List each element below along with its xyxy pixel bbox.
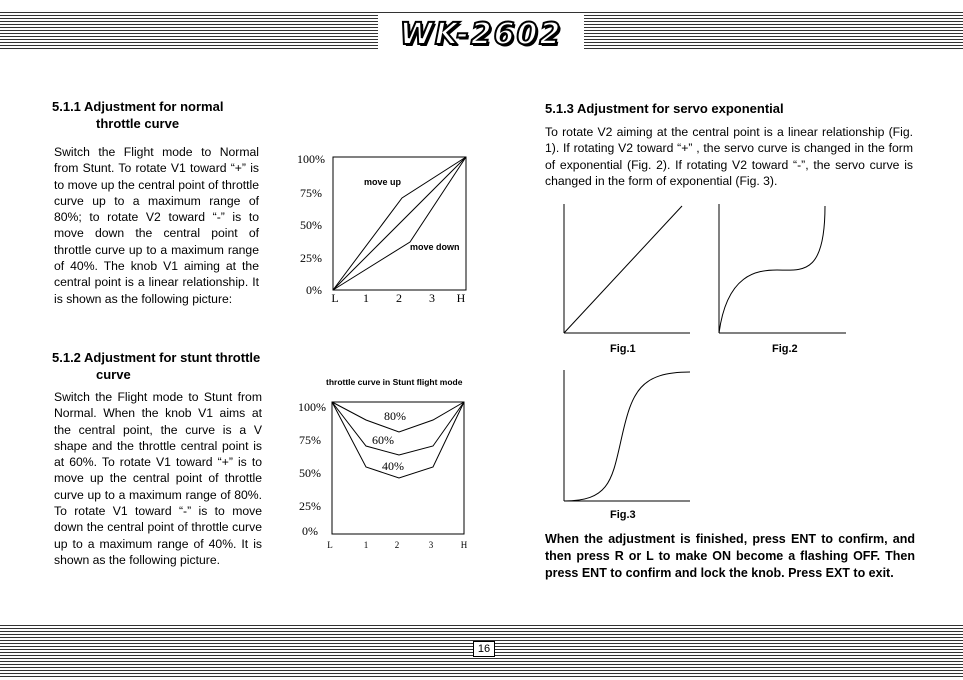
graph2-x-label: 2 — [394, 540, 400, 550]
graph2-x-label: 1 — [363, 540, 369, 550]
graph2-curve-label: 60% — [372, 433, 394, 447]
graph1-move-down-label: move down — [410, 242, 460, 252]
graph1-x-label: L — [331, 291, 339, 305]
graph1-x-label: H — [456, 291, 466, 305]
fig3-caption: Fig.3 — [610, 509, 636, 521]
fig3-exponential-graph — [562, 370, 694, 504]
fig2-exponential-graph — [717, 204, 849, 336]
section-511-body: Switch the Flight mode to Normal from Stunt. To rotate V1 toward “+” is to move up the central point of throttle curve up to a maximum range of 80%; to rotate V2 toward “-” is to move down the central point of throttle curve up to a maximum range of 40%. The knob V1 aiming at the central point is a linear relationship. It is shown as the following picture: — [54, 145, 259, 306]
section-512-heading-line1: 5.1.2 Adjustment for stunt throttle — [52, 350, 261, 365]
brand-text: WK-2602 — [399, 16, 563, 52]
fig2-curve — [719, 206, 825, 333]
graph2-x-label: 3 — [428, 540, 434, 550]
graph2-x-label: L — [327, 540, 333, 550]
fig3-curve — [564, 372, 690, 501]
fig1-linear-curve — [564, 206, 682, 333]
section-511-heading-line2: throttle curve — [96, 116, 180, 131]
graph1-y-label: 75% — [300, 186, 322, 200]
section-512-body: Switch the Flight mode to Stunt from Normal. When the knob V1 aims at the central point, the curve is a V shape and the throttle central point is at 60%. To rotate V1 toward “+” is to move up the central point of throttle curve up to a maximum range of 80%. To rotate V1 toward “-” is to move down the central point of throttle curve up to a maximum range of 40%. It is shown as the following picture. — [54, 390, 262, 567]
fig1-linear-graph — [562, 204, 692, 336]
graph2-curve-label: 80% — [384, 409, 406, 423]
section-512-heading-line2: curve — [96, 367, 131, 382]
graph1-x-label: 2 — [396, 291, 402, 305]
graph1-y-label: 100% — [297, 152, 325, 166]
section-513-body: To rotate V2 aiming at the central point is a linear relationship (Fig. 1). If rotating V2 toward “+” , the servo curve is changed in the form of exponential (Fig. 2). If rotating V2 toward “-”, the servo curve is changed in the form of exponential (Fig. 3). — [545, 125, 913, 188]
graph2-curve-label: 40% — [382, 459, 404, 473]
page-number: 16 — [473, 641, 495, 657]
graph2-y-label: 50% — [299, 466, 321, 480]
graph1-y-label: 50% — [300, 218, 322, 232]
section-511-heading-line1: 5.1.1 Adjustment for normal — [52, 99, 224, 114]
fig2-caption: Fig.2 — [772, 343, 798, 355]
graph2-y-label: 0% — [302, 524, 318, 538]
fig1-caption: Fig.1 — [610, 343, 636, 355]
section-512-heading — [52, 349, 267, 383]
graph2-y-label: 25% — [299, 499, 321, 513]
graph2-x-label: H — [460, 540, 468, 550]
section-513-heading: 5.1.3 Adjustment for servo exponential — [545, 101, 784, 116]
stunt-throttle-graph — [290, 392, 490, 557]
closing-instructions: When the adjustment is finished, press ENT to confirm, and then press R or L to make ON become a flashing OFF. Then press ENT to confirm and lock the knob. Press EXT to exit. — [545, 532, 915, 580]
section-511-heading — [52, 98, 264, 132]
graph1-move-up-label: move up — [364, 177, 402, 187]
graph1-x-label: 3 — [429, 291, 435, 305]
brand-logo — [378, 14, 584, 54]
graph2-y-label: 100% — [298, 400, 326, 414]
normal-throttle-graph — [290, 145, 490, 315]
graph2-title: throttle curve in Stunt flight mode — [326, 377, 463, 387]
graph2-y-label: 75% — [299, 433, 321, 447]
graph1-y-label: 25% — [300, 251, 322, 265]
graph1-y-label: 0% — [306, 283, 322, 297]
graph1-x-label: 1 — [363, 291, 369, 305]
